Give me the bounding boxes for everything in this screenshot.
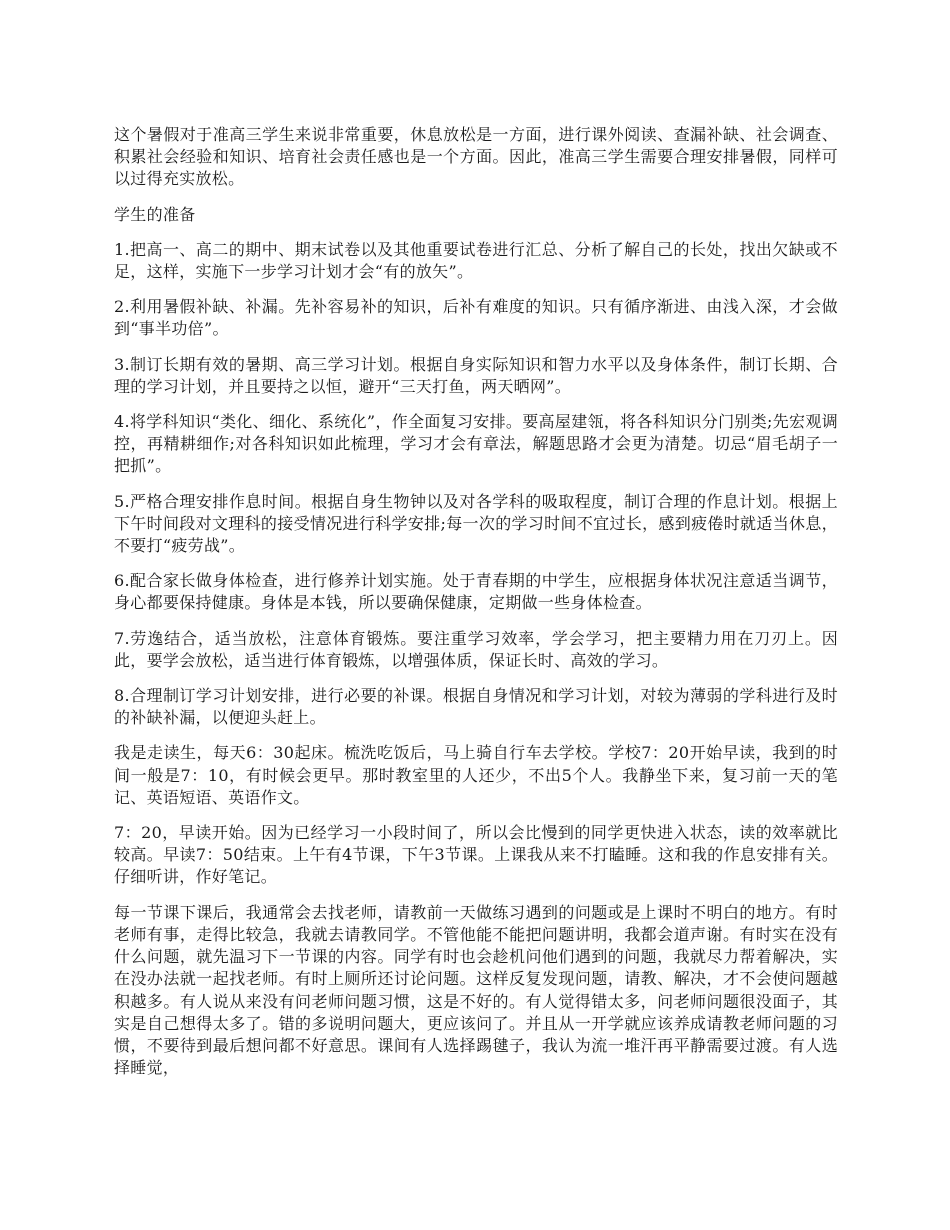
list-item: 8.合理制订学习计划安排，进行必要的补课。根据自身情况和学习计划，对较为薄弱的学科进行及时的补缺补漏，以便迎头赶上。 — [114, 686, 838, 728]
story-paragraph: 我是走读生，每天6：30起床。梳洗吃饭后，马上骑自行车去学校。学校7：20开始早读，我到的时间一般是7：10，有时候会更早。那时教室里的人还少，不出5个人。我静坐下来，复习前一天的笔记、英语短语、英语作文。 — [114, 743, 838, 807]
list-item: 3.制订长期有效的暑期、高三学习计划。根据自身实际知识和智力水平以及身体条件，制订长期、合理的学习计划，并且要持之以恒，避开“三天打鱼，两天晒网”。 — [114, 354, 838, 396]
list-item: 2.利用暑假补缺、补漏。先补容易补的知识，后补有难度的知识。只有循序渐进、由浅入深，才会做到“事半功倍”。 — [114, 297, 838, 339]
story-paragraph: 每一节课下课后，我通常会去找老师，请教前一天做练习遇到的问题或是上课时不明白的地方。有时老师有事，走得比较急，我就去请教同学。不管他能不能把问题讲明，我都会道声谢。有时实在没有什么问题，就先温习下一节课的内容。同学有时也会趁机问他们遇到的问题，我就尽力帮着解决，实在没办法就一起找老师。有时上厕所还讨论问题。这样反复发现问题，请教、解决，才不会使问题越积越多。有人说从来没有问老师问题习惯，这是不好的。有人觉得错太多，问老师问题很没面子，其实是自己想得太多了。错的多说明问题大，更应该问了。并且从一开学就应该养成请教老师问题的习惯，不要待到最后想问都不好意思。课间有人选择踢毽子，我认为流一堆汗再平静需要过渡。有人选择睡觉， — [114, 902, 838, 1078]
list-item: 6.配合家长做身体检查，进行修养计划实施。处于青春期的中学生，应根据身体状况注意适当调节，身心都要保持健康。身体是本钱，所以要确保健康，定期做一些身体检查。 — [114, 571, 838, 613]
section-heading: 学生的准备 — [114, 204, 196, 224]
document-page — [114, 124, 838, 1092]
intro-paragraph: 这个暑假对于准高三学生来说非常重要，休息放松是一方面，进行课外阅读、查漏补缺、社会调查、积累社会经验和知识、培育社会责任感也是一个方面。因此，准高三学生需要合理安排暑假，同样可以过得充实放松。 — [114, 125, 838, 189]
list-item: 4.将学科知识“类化、细化、系统化”，作全面复习安排。要高屋建瓴，将各科知识分门别类;先宏观调控，再精耕细作;对各科知识如此梳理，学习才会有章法，解题思路才会更为清楚。切忌“眉毛胡子一把抓”。 — [114, 412, 838, 476]
list-item: 1.把高一、高二的期中、期末试卷以及其他重要试卷进行汇总、分析了解自己的长处，找出欠缺或不足，这样，实施下一步学习计划才会“有的放矢”。 — [114, 239, 838, 282]
list-item: 5.严格合理安排作息时间。根据自身生物钟以及对各学科的吸取程度，制订合理的作息计划。根据上下午时间段对文理科的接受情况进行科学安排;每一次的学习时间不宜过长，感到疲倦时就适当休息，不要打“疲劳战”。 — [114, 491, 838, 556]
list-item: 7.劳逸结合，适当放松，注意体育锻炼。要注重学习效率，学会学习，把主要精力用在刀刃上。因此，要学会放松，适当进行体育锻炼，以增强体质，保证长时、高效的学习。 — [114, 628, 838, 670]
story-paragraph: 7：20，早读开始。因为已经学习一小段时间了，所以会比慢到的同学更快进入状态，读的效率就比较高。早读7：50结束。上午有4节课，下午3节课。上课我从来不打瞌睡。这和我的作息安排有关。仔细听讲，作好笔记。 — [114, 823, 838, 887]
